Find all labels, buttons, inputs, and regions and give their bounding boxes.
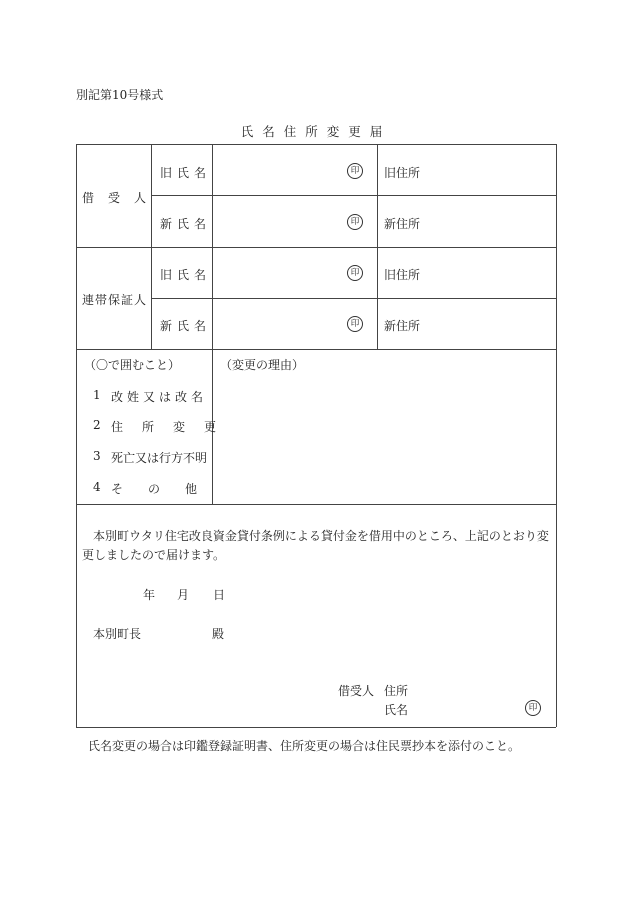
borrower-old-address-label: 旧住所: [384, 166, 421, 180]
borrower-new-address-label: 新住所: [384, 217, 421, 231]
reason-header: （変更の理由）: [220, 358, 305, 372]
reason-item-number: 3: [93, 449, 101, 463]
reason-item-name-change: 改姓又は改名: [111, 390, 208, 404]
guarantor-new-address-label: 新住所: [384, 319, 421, 333]
borrower-label: [82, 189, 161, 206]
addressee-honorific: 殿: [212, 627, 225, 641]
borrower-old-name-label: 旧氏名: [160, 166, 212, 180]
reason-item-other: その他: [111, 482, 223, 496]
attachment-note: 氏名変更の場合は印鑑登録証明書、住所変更の場合は住民票抄本を添付のこと。: [88, 739, 521, 753]
seal-mark-icon: 印: [347, 316, 363, 332]
reason-item-address-change: 住所変更: [111, 420, 236, 434]
seal-mark-icon: 印: [347, 214, 363, 230]
seal-mark-icon: 印: [347, 265, 363, 281]
reason-item-number: 4: [93, 480, 101, 494]
reason-item-number: 2: [93, 418, 101, 432]
guarantor-label: 連帯保証人: [82, 293, 148, 307]
seal-mark-icon: 印: [347, 163, 363, 179]
statement-line-2: 更しましたので届けます。: [82, 548, 226, 562]
date-day-label: 日: [213, 588, 226, 602]
borrower-new-name-label: 新氏名: [160, 217, 212, 231]
signature-address-label: 住所: [384, 684, 409, 698]
date-month-label: 月: [177, 588, 190, 602]
form-number-label: 別記第10号様式: [76, 88, 164, 102]
date-year-label: 年: [143, 588, 156, 602]
seal-mark-icon: 印: [525, 700, 541, 716]
reason-item-death-missing: 死亡又は行方不明: [111, 451, 208, 465]
signature-role: 借受人: [338, 684, 375, 698]
statement-line-1: 本別町ウタリ住宅改良資金貸付条例による貸付金を借用中のところ、上記のとおり変: [93, 529, 549, 543]
addressee-name: 本別町長: [93, 627, 142, 641]
form-title: 氏名住所変更届: [240, 124, 392, 139]
guarantor-new-name-label: 新氏名: [160, 319, 212, 333]
guarantor-old-address-label: 旧住所: [384, 268, 421, 282]
guarantor-old-name-label: 旧氏名: [160, 268, 212, 282]
borrower-label-text: 借受人: [82, 191, 161, 205]
signature-name-label: 氏名: [384, 703, 409, 717]
reason-item-number: 1: [93, 388, 101, 402]
reason-instruction: （〇で囲むこと）: [84, 358, 181, 372]
